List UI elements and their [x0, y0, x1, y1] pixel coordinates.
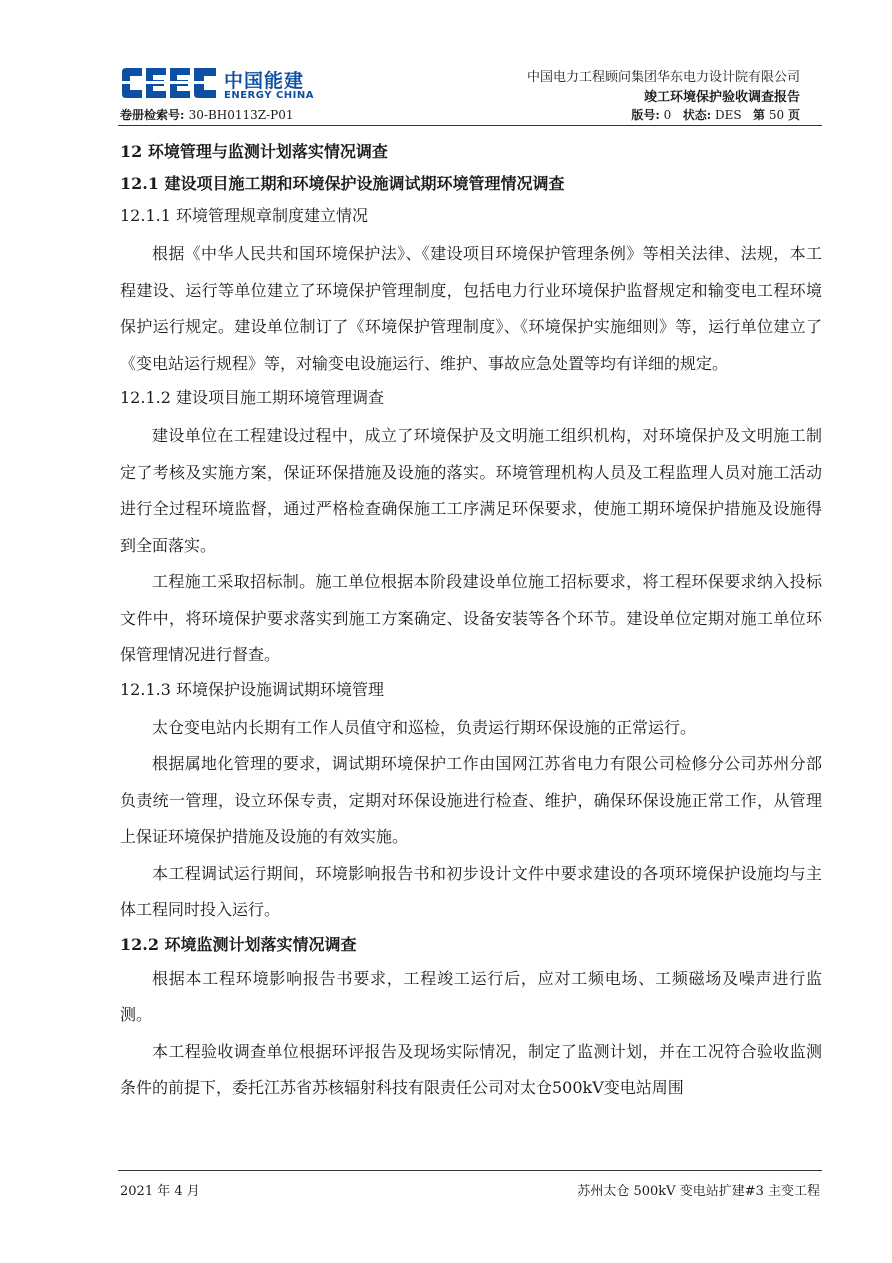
status-label: 状态: — [682, 108, 712, 122]
header-report-title: 竣工环境保护验收调查报告 — [643, 90, 800, 105]
archive-label: 卷册检索号: — [120, 108, 185, 122]
page-prefix: 第 — [753, 108, 766, 122]
paragraph: 根据属地化管理的要求，调试期环境保护工作由国网江苏省电力有限公司检修分公司苏州分部负责统一管理，设立环保专责，定期对环保设施进行检查、维护，确保环保设施正常工作，从管理上保证环境保护措施及设施的有效实施。 — [120, 754, 822, 846]
paragraph: 工程施工采取招标制。施工单位根据本阶段建设单位施工招标要求，将工程环保要求纳入投标文件中，将环境保护要求落实到施工方案确定、设备安装等各个环节。建设单位定期对施工单位环保管理情况进行督查。 — [120, 572, 822, 664]
heading-section-12-1-1: 12.1.1 环境管理规章制度建立情况 — [120, 206, 368, 225]
header-company: 中国电力工程顾问集团华东电力设计院有限公司 — [526, 70, 800, 85]
footer-divider — [118, 1170, 822, 1171]
paragraph: 太仓变电站内长期有工作人员值守和巡检，负责运行期环保设施的正常运行。 — [152, 717, 697, 737]
document-body — [120, 136, 822, 1107]
footer-project-name: 苏州太仓 500kV 变电站扩建#3 主变工程 — [577, 1184, 820, 1199]
version-value: 0 — [663, 108, 672, 122]
logo-english-text: ENERGY CHINA — [224, 90, 314, 101]
paragraph: 本工程验收调查单位根据环评报告及现场实际情况，制定了监测计划，并在工况符合验收监测条件的前提下，委托江苏省苏核辐射科技有限责任公司对太仓500kV变电站周围 — [120, 1041, 822, 1097]
status-value: DES — [714, 108, 742, 122]
archive-value: 30-BH0113Z-P01 — [188, 108, 294, 122]
heading-section-12: 12 环境管理与监测计划落实情况调查 — [120, 142, 388, 161]
paragraph: 根据本工程环境影响报告书要求，工程竣工运行后，应对工频电场、工频磁场及噪声进行监测。 — [120, 968, 822, 1024]
paragraph: 建设单位在工程建设过程中，成立了环境保护及文明施工组织机构，对环境保护及文明施工制定了考核及实施方案，保证环保措施及设施的落实。环境管理机构人员及工程监理人员对施工活动进行全过程环境监督，通过严格检查确保施工工序满足环保要求，使施工期环境保护措施及设施得到全面落实。 — [120, 426, 822, 555]
header-version-info — [631, 106, 800, 123]
ceec-logo — [120, 64, 320, 104]
heading-section-12-2: 12.2 环境监测计划落实情况调查 — [120, 934, 357, 954]
version-label: 版号: — [631, 108, 660, 122]
header-divider — [118, 125, 822, 126]
paragraph: 本工程调试运行期间，环境影响报告书和初步设计文件中要求建设的各项环境保护设施均与主体工程同时投入运行。 — [120, 863, 822, 919]
paragraph: 根据《中华人民共和国环境保护法》、《建设项目环境保护管理条例》等相关法律、法规，本工程建设、运行等单位建立了环境保护管理制度，包括电力行业环境保护监督规定和输变电工程环境保护运行规定。建设单位制订了《环境保护管理制度》、《环境保护实施细则》等，运行单位建立了《变电站运行规程》等，对输变电设施运行、维护、事故应急处置等均有详细的规定。 — [120, 244, 822, 373]
logo-chinese-text: 中国能建 — [224, 70, 305, 92]
heading-section-12-1-2: 12.1.2 建设项目施工期环境管理调查 — [120, 388, 384, 407]
page-number: 50 — [768, 108, 785, 122]
heading-section-12-1: 12.1 建设项目施工期和环境保护设施调试期环境管理情况调查 — [120, 174, 565, 193]
header-archive-number — [120, 106, 294, 123]
page-suffix: 页 — [787, 108, 800, 122]
ceec-logo-mark-icon — [120, 64, 220, 102]
footer-date: 2021 年 4 月 — [120, 1184, 200, 1199]
heading-section-12-1-3: 12.1.3 环境保护设施调试期环境管理 — [120, 679, 384, 699]
